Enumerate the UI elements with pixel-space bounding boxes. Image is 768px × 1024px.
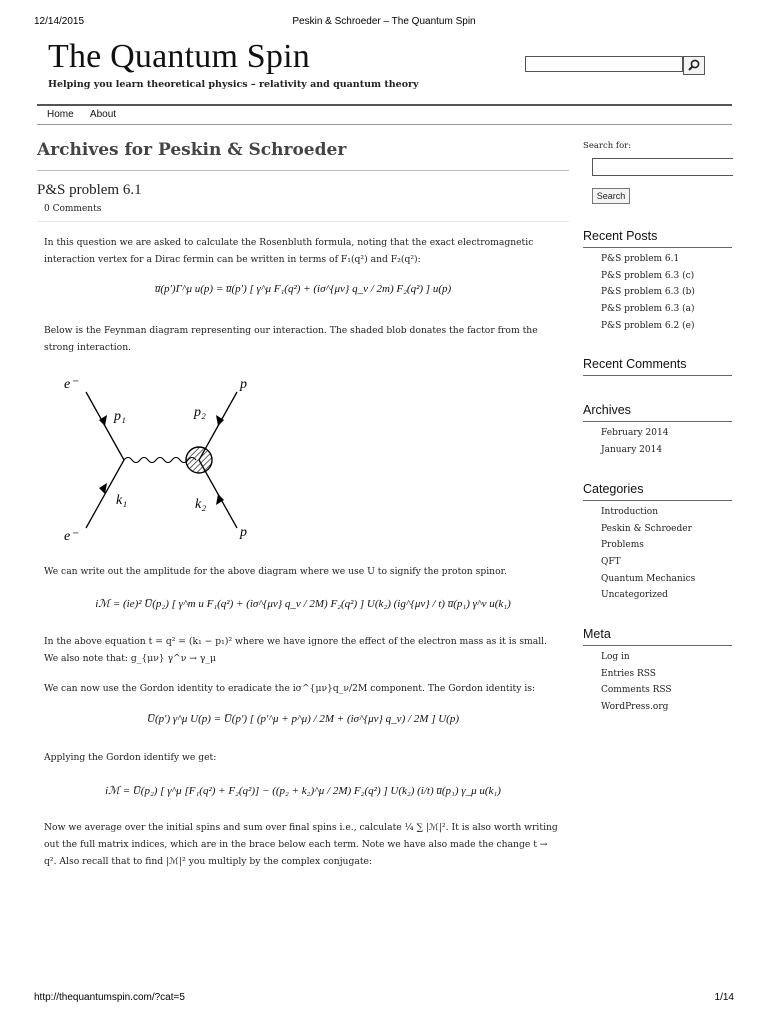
site-tagline: Helping you learn theoretical physics – relativity and quantum theory [48,79,419,90]
recent-comments-title: Recent Comments [583,357,687,371]
post-paragraph: We can now use the Gordon identity to eradicate the iσ^{μν}q_ν/2M component. The Gordon identity is: [44,683,536,694]
print-date: 12/14/2015 [34,16,85,27]
post-divider [37,221,569,222]
header-search-button[interactable] [683,56,705,75]
archive-item[interactable]: February 2014 [601,428,669,438]
post-paragraph: We can write out the amplitude for the above diagram where we use U to signify the proton spinor. [44,566,507,577]
category-item[interactable]: Peskin & Schroeder [601,523,692,534]
label-k2: k₂ [195,497,207,512]
category-item[interactable]: Introduction [601,507,658,517]
site-title[interactable]: The Quantum Spin [48,38,310,75]
print-url: http://thequantumspin.com/?cat=5 [34,992,185,1003]
nav-about[interactable]: About [89,109,117,120]
post-paragraph: In the above equation t = q² = (k₁ − p₁)² where we have ignore the effect of the electron mass as it is small. We also note that: g_{μν} γ^ν → γ_μ [44,636,548,664]
print-title: Peskin & Schroeder – The Quantum Spin [292,16,476,27]
archives-list [601,425,668,458]
categories-title: Categories [583,482,644,496]
recent-posts-title: Recent Posts [583,229,658,243]
widget-divider [583,421,732,422]
meta-list [601,649,672,716]
recent-post-item[interactable]: P&S problem 6.2 (e) [601,320,695,331]
category-item[interactable]: Problems [601,540,644,551]
recent-post-item[interactable]: P&S problem 6.1 [601,254,680,264]
sidebar-search-input[interactable] [592,158,733,176]
post-paragraph: Below is the Feynman diagram representing our interaction. The shaded blob donates the factor from the strong interaction. [44,325,538,353]
label-p-top: p [240,377,247,392]
equation: iℳ = (ie)² U̅(p₂) [ γ^m u F₁(q²) + (iσ^{μν} q_ν / 2M) F₂(q²) ] U(k₂) (ig^{μν} / t) u̅(p₁) γ^ν u(k₁) [95,598,511,610]
recent-post-item[interactable]: P&S problem 6.3 (a) [601,304,695,315]
post-paragraph: In this question we are asked to calculate the Rosenbluth formula, noting that the exact electromagnetic interaction vertex for a Dirac fermin can be written in terms of F₁(q²) and F₂(q²): [44,237,534,265]
meta-item[interactable]: WordPress.org [601,702,669,713]
label-e-bottom: e⁻ [64,529,78,544]
photon-propagator [124,458,196,463]
category-item[interactable]: Uncategorized [601,590,668,601]
meta-item[interactable]: Entries RSS [601,668,656,679]
label-p1: p₁ [114,409,126,424]
comments-link[interactable]: 0 Comments [44,204,102,214]
label-p2: p₂ [194,405,206,420]
recent-post-item[interactable]: P&S problem 6.3 (b) [601,287,695,298]
form-factor-blob [186,447,212,473]
widget-divider [583,645,732,646]
widget-divider [583,500,732,501]
sidebar-search-label: Search for: [583,141,632,151]
recent-post-item[interactable]: P&S problem 6.3 (c) [601,270,695,281]
label-k1: k₁ [116,493,128,508]
equation: u̅(p′)Γ^μ u(p) = u̅(p′) [ γ^μ F₁(q²) + (iσ^{μν} q_ν / 2m) F₂(q²) ] u(p) [154,283,452,295]
nav-home[interactable]: Home [47,109,74,120]
archive-item[interactable]: January 2014 [601,444,663,455]
post-paragraph: Now we average over the initial spins and sum over final spins i.e., calculate ¼ ∑ |ℳ|². It is also worth writing out the full matrix indices, which are in the brace below each term. Note we have also made the change t → q². Also recall that to find |ℳ|² you multiply by the complex conjugate: [44,822,558,867]
nav-divider [37,124,732,125]
meta-item[interactable]: Log in [601,652,630,662]
label-p-bottom: p [240,525,247,540]
category-item[interactable]: Quantum Mechanics [601,573,696,584]
equation: iℳ = U̅(p₂) [ γ^μ [F₁(q²) + F₂(q²)] − ((p₂ + k₂)^μ / 2M) F₂(q²) ] U(k₂) (i/t) u̅(p₁) γ_μ u(k₁) [105,785,501,797]
widget-divider [583,247,732,248]
header-search-input[interactable] [525,56,683,72]
category-item[interactable]: QFT [601,557,621,568]
meta-item[interactable]: Comments RSS [601,685,672,696]
archives-title: Archives [583,403,631,417]
sidebar-search-button[interactable]: Search [592,188,630,204]
post-paragraph: Applying the Gordon identify we get: [44,752,217,763]
search-icon [684,57,704,74]
widget-divider [583,375,732,376]
meta-title: Meta [583,627,611,641]
label-e-top: e⁻ [64,377,78,392]
print-footer [0,992,768,1006]
post-title[interactable]: P&S problem 6.1 [37,182,142,198]
feynman-diagram [54,366,284,546]
archive-title: Archives for Peskin & Schroeder [37,140,347,160]
header-divider [37,104,732,106]
archive-divider [37,170,569,171]
print-header [0,16,768,30]
equation: U̅(p′) γ^μ U(p) = U̅(p′) [ (p′^μ + p^μ) / 2M + (iσ^{μν} q_ν) / 2M ] U(p) [147,713,459,725]
print-page-number: 1/14 [714,992,734,1003]
categories-list [601,504,695,604]
recent-posts-list [601,251,695,334]
main-nav [47,109,130,120]
